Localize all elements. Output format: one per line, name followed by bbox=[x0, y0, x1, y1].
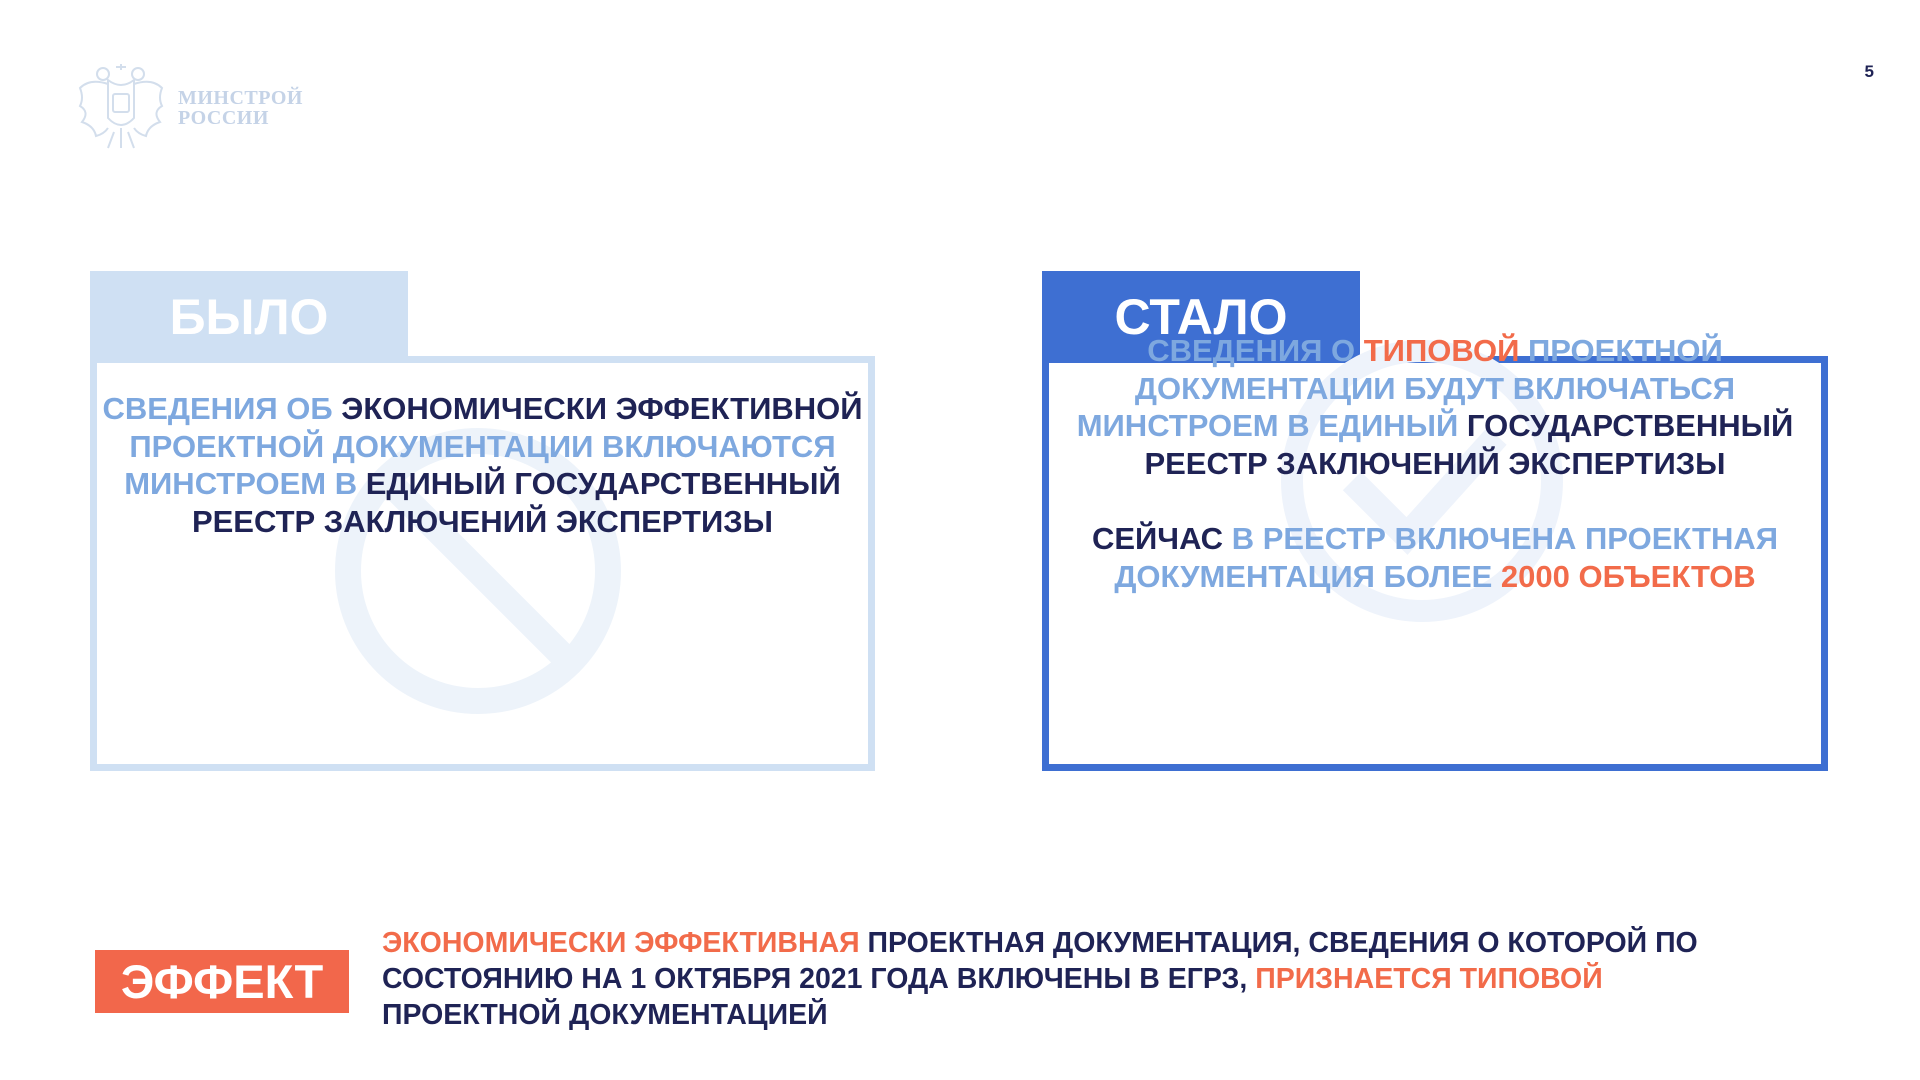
ministry-name bbox=[178, 88, 303, 128]
after-text-registry: В РЕЕСТР ВКЛЮЧЕНА ПРОЕКТНАЯ ДОКУМЕНТАЦИЯ БОЛЕЕ bbox=[1114, 521, 1779, 594]
effect-text-part-2: ПРОЕКТНАЯ ДОКУМЕНТАЦИЯ, СВЕДЕНИЯ О КОТОРОЙ ПО СОСТОЯНИЮ НА 1 ОКТЯБРЯ 2021 ГОДА ВКЛЮЧЕНЫ В ЕГРЗ, bbox=[382, 927, 1698, 995]
after-description bbox=[1042, 332, 1828, 595]
effect-text-part-3: ПРИЗНАЕТСЯ ТИПОВОЙ bbox=[1255, 963, 1603, 995]
effect-text-part-4: ПРОЕКТНОЙ ДОКУМЕНТАЦИЕЙ bbox=[382, 999, 828, 1031]
after-paragraph-1 bbox=[1042, 332, 1828, 482]
before-text-part-4: ЕДИНЫЙ ГОСУДАРСТВЕННЫЙ РЕЕСТР ЗАКЛЮЧЕНИЙ ЭКСПЕРТИЗЫ bbox=[191, 466, 841, 539]
after-text-count: 2000 ОБЪЕКТОВ bbox=[1500, 558, 1756, 594]
before-description bbox=[90, 390, 875, 540]
before-text-part-1: СВЕДЕНИЯ ОБ bbox=[102, 391, 342, 426]
effect-text-part-1: ЭКОНОМИЧЕСКИ ЭФФЕКТИВНАЯ bbox=[382, 927, 860, 959]
after-text-part-1: СВЕДЕНИЯ О bbox=[1147, 333, 1364, 368]
after-panel bbox=[1042, 271, 1828, 771]
ministry-logo bbox=[78, 62, 318, 152]
after-text-part-4: ГОСУДАРСТВЕННЫЙ РЕЕСТР ЗАКЛЮЧЕНИЙ ЭКСПЕРТИЗЫ bbox=[1144, 408, 1794, 481]
effect-badge: ЭФФЕКТ bbox=[95, 950, 349, 1013]
after-text-now: СЕЙЧАС bbox=[1091, 521, 1224, 556]
logo-line-1: МИНСТРОЙ bbox=[178, 87, 303, 109]
before-panel bbox=[90, 271, 875, 771]
logo-line-2: РОССИИ bbox=[178, 107, 269, 129]
before-text-part-2: ЭКОНОМИЧЕСКИ ЭФФЕКТИВНОЙ bbox=[341, 391, 863, 426]
before-text-part-3: ПРОЕКТНОЙ ДОКУМЕНТАЦИИ ВКЛЮЧАЮТСЯ МИНСТРОЕМ В bbox=[124, 428, 836, 501]
effect-description bbox=[382, 925, 1712, 1033]
eagle-emblem-icon bbox=[78, 62, 164, 152]
after-tab-label: СТАЛО bbox=[1042, 271, 1360, 363]
after-text-part-3: ПРОЕКТНОЙ ДОКУМЕНТАЦИИ БУДУТ ВКЛЮЧАТЬСЯ МИНСТРОЕМ В ЕДИНЫЙ bbox=[1076, 333, 1736, 443]
after-paragraph-2 bbox=[1042, 520, 1828, 595]
page-number: 5 bbox=[1864, 62, 1874, 81]
before-tab-label: БЫЛО bbox=[90, 271, 408, 363]
after-text-part-2: ТИПОВОЙ bbox=[1363, 333, 1520, 368]
